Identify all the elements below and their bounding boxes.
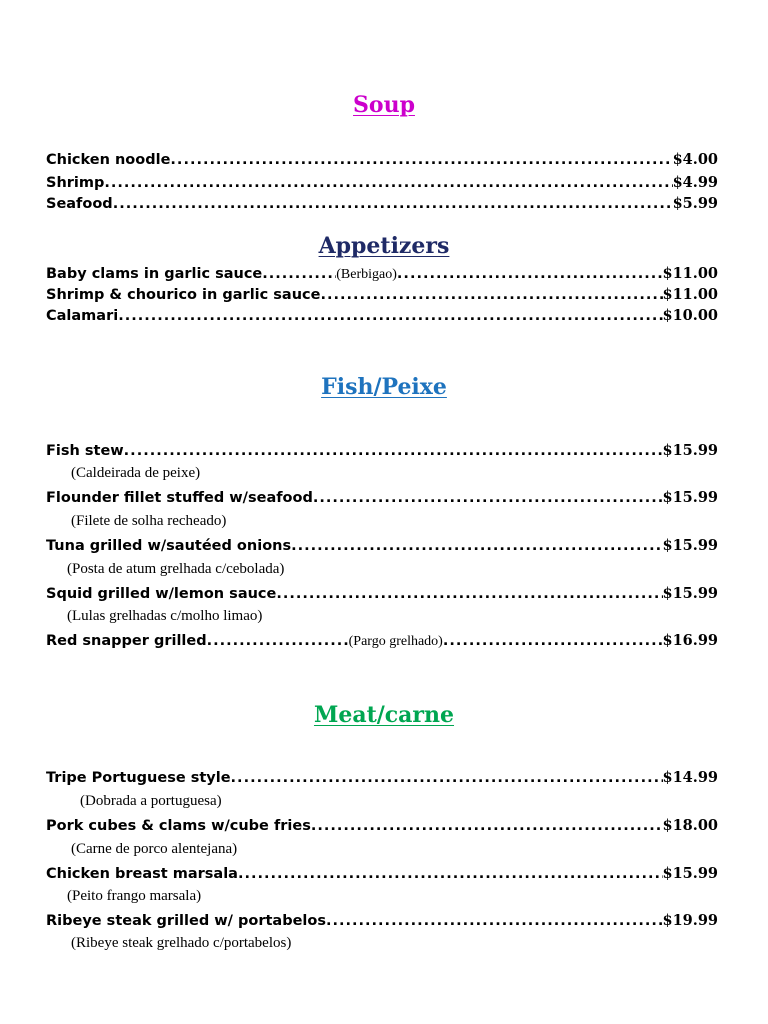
leader-dots [320,285,662,305]
menu-item [46,768,718,788]
leader-dots [113,194,673,214]
item-price: $15.99 [662,585,718,602]
item-price: $10.00 [662,307,718,324]
section-title-meat: Meat/carne [313,702,455,728]
menu-item [46,584,718,604]
item-name: Baby clams in garlic sauce [46,266,263,282]
menu-item [46,285,718,305]
item-name: Red snapper grilled [46,633,207,649]
menu-item [46,306,718,326]
item-price: $18.00 [662,817,718,834]
leader-dots [311,816,663,836]
menu-item [46,864,718,884]
item-name: Chicken breast marsala [46,866,238,882]
leader-dots [397,264,663,284]
item-translation: (Filete de solha recheado) [71,513,227,529]
item-price: $4.99 [672,174,718,191]
item-name: Seafood [46,196,113,212]
section-title-appetizers: Appetizers [318,233,450,259]
menu-item [46,816,718,836]
leader-dots [207,631,349,651]
item-price: $15.99 [662,865,718,882]
item-price: $15.99 [662,442,718,459]
menu-item [46,488,718,508]
item-name: Squid grilled w/lemon sauce [46,586,277,602]
leader-dots [124,441,663,461]
item-price: $11.00 [662,265,718,282]
menu-item [46,441,718,461]
leader-dots [231,768,663,788]
item-price: $5.99 [672,195,718,212]
item-name: Pork cubes & clams w/cube fries [46,818,311,834]
item-price: $14.99 [662,769,718,786]
item-name: Tuna grilled w/sautéed onions [46,538,292,554]
item-name: Shrimp & chourico in garlic sauce [46,287,321,303]
menu-item [46,150,718,170]
leader-dots [118,306,662,326]
leader-dots [443,631,663,651]
leader-dots [326,911,663,931]
menu-item [46,631,718,652]
leader-dots [262,264,336,284]
item-price: $15.99 [662,489,718,506]
item-translation: (Lulas grelhadas c/molho limao) [67,608,263,624]
leader-dots [104,173,672,193]
item-name: Calamari [46,308,119,324]
item-price: $19.99 [662,912,718,929]
item-name: Ribeye steak grilled w/ portabelos [46,913,326,929]
item-translation: (Ribeye steak grelhado c/portabelos) [71,935,292,951]
section-title-soup: Soup [353,92,415,118]
item-translation: (Dobrada a portuguesa) [80,793,222,809]
section-title-fish: Fish/Peixe [321,374,447,400]
item-name: Shrimp [46,175,105,191]
item-translation: (Caldeirada de peixe) [71,465,201,481]
leader-dots [313,488,663,508]
item-translation: (Carne de porco alentejana) [71,841,238,857]
menu-item [46,911,718,931]
item-price: $4.00 [672,151,718,168]
item-translation: (Posta de atum grelhada c/cebolada) [67,561,285,577]
leader-dots [170,150,672,170]
item-translation: (Peito frango marsala) [67,888,202,904]
menu-item [46,264,718,285]
item-note: (Pargo grelhado) [348,634,443,649]
menu-item [46,536,718,556]
leader-dots [291,536,662,556]
item-name: Fish stew [46,443,124,459]
item-note: (Berbigao) [336,267,397,282]
item-price: $15.99 [662,537,718,554]
menu-item [46,194,718,214]
item-price: $11.00 [662,286,718,303]
leader-dots [238,864,663,884]
item-price: $16.99 [662,632,718,649]
leader-dots [276,584,662,604]
item-name: Tripe Portuguese style [46,770,231,786]
menu-item [46,173,718,193]
item-name: Chicken noodle [46,152,171,168]
item-name: Flounder fillet stuffed w/seafood [46,490,313,506]
